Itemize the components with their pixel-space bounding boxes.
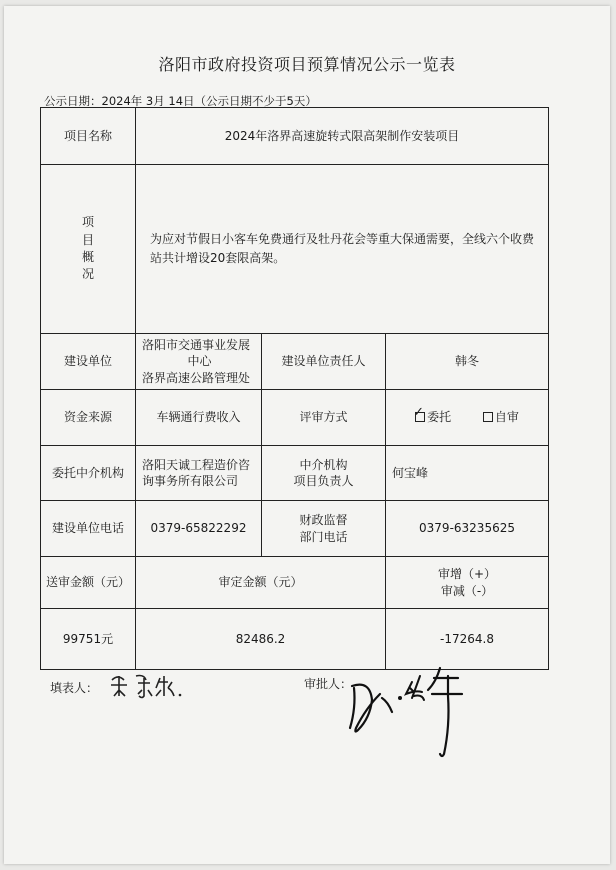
row-overview bbox=[41, 165, 549, 334]
publication-date: 公示日期：2024年 3月 14日（公示日期不少于5天） bbox=[44, 94, 317, 108]
construction-unit-line: 洛阳市交通事业发展 bbox=[142, 338, 251, 353]
overview-label: 项目概况 bbox=[81, 215, 94, 282]
row-amount-headers bbox=[41, 557, 549, 609]
project-budget-table bbox=[40, 107, 549, 670]
row-construction-unit bbox=[41, 334, 549, 390]
agency-lead-value: 何宝峰 bbox=[386, 446, 549, 501]
fund-source-label: 资金来源 bbox=[41, 390, 136, 446]
change-label-line: 审减（-） bbox=[440, 583, 494, 598]
change-label-line: 审增（+） bbox=[437, 567, 497, 582]
responsible-person-value: 韩冬 bbox=[386, 334, 549, 390]
row-agency bbox=[41, 446, 549, 501]
filler-label: 填表人： bbox=[50, 681, 99, 695]
review-option-entrusted bbox=[413, 405, 452, 425]
agency-lead-label-line: 项目负责人 bbox=[293, 474, 354, 488]
agency-value bbox=[136, 446, 262, 501]
filler-signature-image bbox=[108, 670, 188, 700]
responsible-person-label: 建设单位责任人 bbox=[262, 334, 386, 390]
approver-label: 审批人： bbox=[304, 677, 353, 691]
unit-phone-value: 0379-65822292 bbox=[136, 501, 262, 557]
review-method-label: 评审方式 bbox=[262, 390, 386, 446]
finance-phone-label-line: 部门电话 bbox=[299, 529, 348, 544]
construction-unit-label: 建设单位 bbox=[41, 334, 136, 390]
overview-value: 为应对节假日小客车免费通行及牡丹花会等重大保通需要，全线六个收费站共计增设20套限高架。 bbox=[150, 231, 535, 265]
review-option-self bbox=[483, 409, 519, 425]
row-project-name bbox=[41, 108, 549, 165]
finance-phone-label bbox=[262, 501, 386, 557]
overview-label-cell bbox=[41, 165, 136, 334]
review-option-label: 委托 bbox=[427, 410, 452, 425]
review-method-options bbox=[386, 390, 549, 446]
agency-label: 委托中介机构 bbox=[41, 446, 136, 501]
approved-amount-label: 审定金额（元） bbox=[136, 557, 386, 609]
agency-lead-label-line: 中介机构 bbox=[299, 457, 348, 472]
approver-signature-image bbox=[348, 658, 488, 758]
project-name-value: 2024年洛界高速旋转式限高架制作安装项目 bbox=[136, 108, 549, 165]
fund-source-value: 车辆通行费收入 bbox=[136, 390, 262, 446]
construction-unit-value bbox=[136, 334, 262, 390]
finance-phone-label-line: 财政监督 bbox=[299, 513, 348, 528]
submitted-amount-value: 99751元 bbox=[41, 609, 136, 670]
agency-line: 询事务所有限公司 bbox=[142, 474, 239, 488]
submitted-amount-label: 送审金额（元） bbox=[41, 557, 136, 609]
row-fund-source bbox=[41, 390, 549, 446]
change-amount-value: -17264.8 bbox=[386, 609, 549, 670]
construction-unit-line: 洛界高速公路管理处 bbox=[142, 370, 251, 385]
overview-cell bbox=[136, 165, 549, 334]
project-name-label: 项目名称 bbox=[41, 108, 136, 165]
change-amount-label bbox=[386, 557, 549, 609]
agency-lead-label bbox=[262, 446, 386, 501]
unit-phone-label: 建设单位电话 bbox=[41, 501, 136, 557]
document-page bbox=[4, 6, 610, 864]
approved-amount-value: 82486.2 bbox=[136, 609, 386, 670]
row-phones bbox=[41, 501, 549, 557]
review-option-label: 自审 bbox=[494, 410, 519, 425]
checkbox-checked-icon: ✓ bbox=[413, 405, 424, 421]
finance-phone-value: 0379-63235625 bbox=[386, 501, 549, 557]
checkbox-empty-icon bbox=[483, 412, 493, 422]
construction-unit-line: 中心 bbox=[187, 354, 212, 369]
agency-line: 洛阳天诚工程造价咨 bbox=[142, 457, 251, 472]
document-title: 洛阳市政府投资项目预算情况公示一览表 bbox=[158, 55, 456, 74]
